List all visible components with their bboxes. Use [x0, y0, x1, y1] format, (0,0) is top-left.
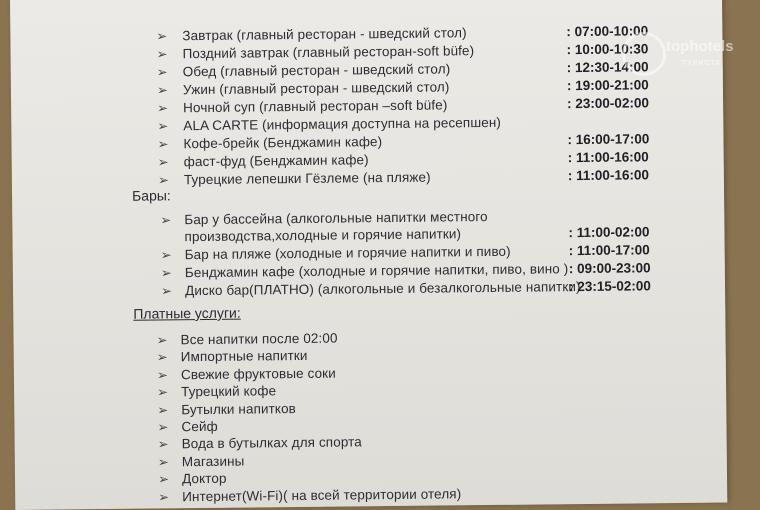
arrow-bullet-icon: ➢	[156, 64, 168, 80]
watermark-brand: tophotels	[666, 38, 734, 55]
item-time: : 16:00-17:00	[567, 131, 650, 148]
watermark-circle-icon	[622, 32, 666, 76]
item-time: : 11:00-17:00	[568, 242, 650, 259]
item-time: : 09:00-23:00	[568, 260, 651, 277]
arrow-bullet-icon: ➢	[157, 118, 169, 134]
arrow-bullet-icon: ➢	[160, 212, 172, 228]
arrow-bullet-icon: ➢	[157, 454, 169, 470]
item-time: : 23:15-02:00	[568, 278, 651, 295]
item-label: Бенджамин кафе (холодные и горячие напитки, пиво, вино )	[184, 261, 569, 281]
document-page	[10, 0, 727, 510]
item-label: фаст-фуд (Бенджамин кафе)	[183, 152, 369, 170]
arrow-bullet-icon: ➢	[156, 349, 168, 365]
arrow-bullet-icon: ➢	[157, 471, 170, 487]
item-label: Ужин (главный ресторан - шведский стол)	[182, 79, 450, 98]
arrow-bullet-icon: ➢	[157, 436, 169, 452]
item-label: Ночной суп (главный ресторан –soft büfe)	[183, 97, 448, 116]
item-label: Интернет(Wi-Fi)( на всей территории отеля)	[182, 485, 462, 504]
item-time: : 19:00-21:00	[566, 77, 649, 94]
arrow-bullet-icon: ➢	[157, 419, 169, 435]
item-label: Вода в бутылках для спорта	[181, 434, 362, 452]
arrow-bullet-icon: ➢	[157, 384, 169, 400]
arrow-bullet-icon: ➢	[156, 332, 168, 348]
item-label: Обед (главный ресторан - шведский стол)	[182, 61, 451, 80]
arrow-bullet-icon: ➢	[157, 154, 169, 170]
watermark-logo	[622, 28, 742, 76]
item-label: ALA CARTE (информация доступна на ресепшен)	[183, 114, 502, 134]
item-time: : 11:00-02:00	[568, 224, 650, 241]
item-label: Сейф	[181, 418, 218, 435]
item-label: Турецкие лепешки Гёзлеме (на пляже)	[183, 169, 431, 188]
arrow-bullet-icon: ➢	[158, 488, 170, 505]
arrow-bullet-icon: ➢	[160, 247, 172, 263]
item-time: : 11:00-16:00	[567, 167, 650, 184]
item-label: Диско бар(ПЛАТНО) (алкогольные и безалкогольные напитки)	[184, 279, 581, 299]
item-label: Кофе-брейк (Бенджамин кафе)	[183, 134, 383, 152]
item-time: : 12:30-14:00	[566, 59, 649, 76]
item-label: Бар на пляже (холодные и горячие напитки и пиво)	[184, 243, 511, 263]
arrow-bullet-icon: ➢	[156, 28, 168, 44]
item-label: Бутылки напитков	[181, 400, 296, 417]
arrow-bullet-icon: ➢	[156, 367, 168, 383]
arrow-bullet-icon: ➢	[160, 283, 173, 299]
item-label: Поздний завтрак (главный ресторан-soft büfe)	[182, 43, 475, 62]
item-label: производства,холодные и горячие напитки)	[184, 226, 462, 245]
item-label: Доктор	[181, 470, 227, 487]
item-label: Свежие фруктовые соки	[180, 365, 336, 383]
arrow-bullet-icon: ➢	[156, 82, 168, 98]
arrow-bullet-icon: ➢	[157, 136, 169, 152]
item-label: Турецкий кофе	[181, 383, 277, 400]
arrow-bullet-icon: ➢	[157, 401, 169, 418]
watermark-sub: ТУРИСТА	[682, 60, 722, 67]
bars-heading: Бары:	[131, 187, 171, 204]
arrow-bullet-icon: ➢	[156, 46, 168, 62]
arrow-bullet-icon: ➢	[160, 265, 172, 281]
paid-services-heading: Платные услуги:	[133, 304, 241, 322]
item-time: : 10:00-10:30	[566, 41, 649, 58]
item-time: : 23:00-02:00	[567, 95, 650, 112]
item-label: Магазины	[181, 453, 245, 470]
item-label: Импортные напитки	[180, 348, 308, 365]
item-label: Бар у бассейна (алкогольные напитки местного	[184, 209, 488, 228]
item-label: Завтрак (главный ресторан - шведский стол)	[182, 25, 467, 44]
arrow-bullet-icon: ➢	[157, 172, 169, 188]
item-time: : 11:00-16:00	[567, 149, 649, 166]
item-time: : 07:00-10:00	[566, 23, 649, 40]
arrow-bullet-icon: ➢	[157, 100, 169, 116]
item-label: Все напитки после 02:00	[180, 330, 338, 348]
